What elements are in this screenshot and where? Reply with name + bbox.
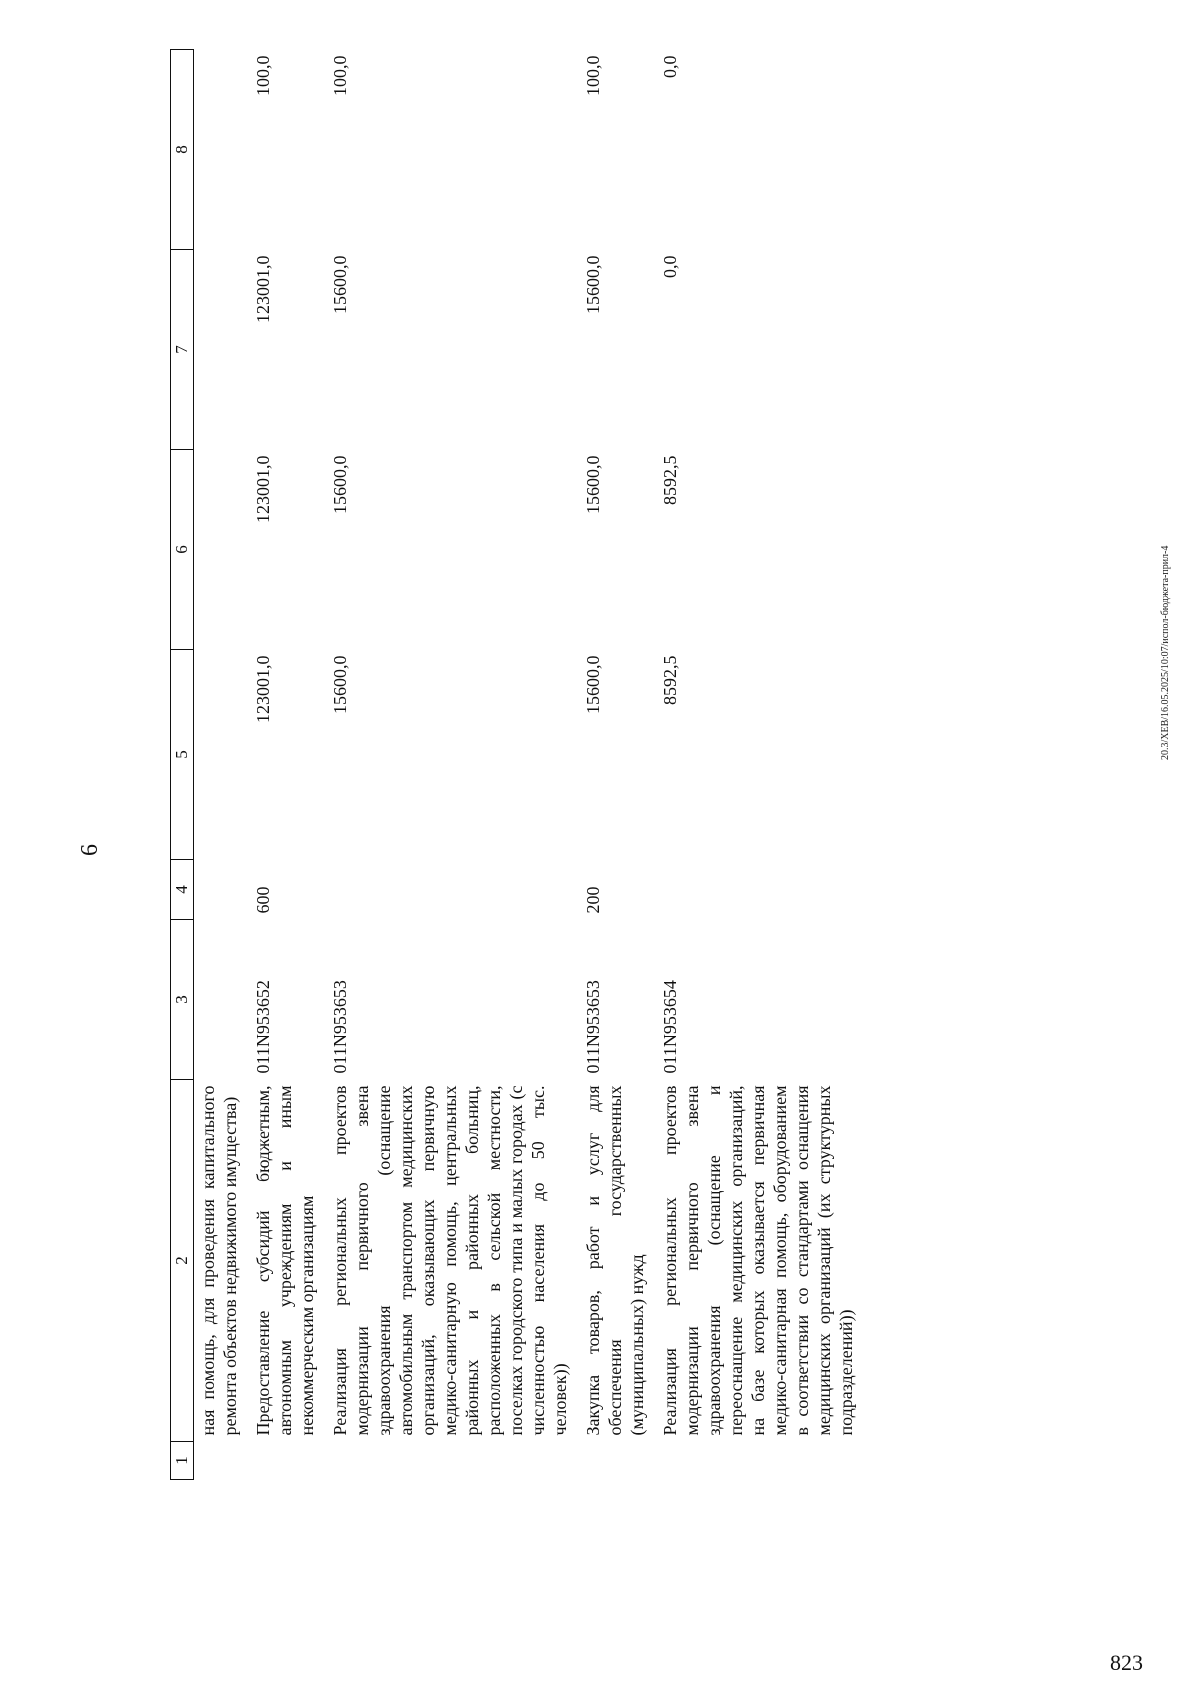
value-col8-cell: 100,0 — [583, 55, 603, 96]
column-header: 3 — [171, 920, 194, 1080]
column-header: 7 — [171, 250, 194, 450]
row-index-cell — [579, 1442, 656, 1480]
value-col7-cell: 123001,0 — [253, 255, 273, 323]
target-code-cell: 011N953654 — [660, 980, 680, 1074]
expense-type-cell — [194, 860, 250, 920]
column-header: 1 — [171, 1442, 194, 1480]
table-row — [326, 50, 579, 1480]
value-col8-cell: 0,0 — [660, 55, 680, 78]
table-row — [579, 50, 656, 1480]
value-col8-cell: 100,0 — [253, 55, 273, 96]
value-col5-cell: 123001,0 — [253, 655, 273, 723]
table-header-row — [171, 50, 194, 1480]
column-header: 5 — [171, 650, 194, 860]
column-header: 4 — [171, 860, 194, 920]
row-index-cell — [249, 1442, 326, 1480]
value-col5-cell — [194, 650, 250, 860]
column-header: 8 — [171, 50, 194, 250]
value-col6-cell: 8592,5 — [660, 455, 680, 505]
description-cell: Закупка товаров, работ и услуг для обеспечения государственных (муниципальных) нужд — [583, 1085, 647, 1436]
value-col7-cell: 15600,0 — [583, 255, 603, 314]
column-header: 6 — [171, 450, 194, 650]
value-col7-cell: 15600,0 — [330, 255, 350, 314]
target-code-cell: 011N953653 — [330, 980, 350, 1074]
description-cell: Реализация региональных проектов модернизации первичного звена здравоохранения (оснащение и переоснащение медицинских организаций, на базе которых оказывается первичная медико-санитарная помощь, оборудованием в соответствии со стандартами оснащения медицинских организаций (их структурных подразделений)) — [660, 1085, 856, 1436]
page-number: 6 — [77, 844, 103, 856]
table-row — [194, 50, 250, 1480]
row-index-cell — [194, 1442, 250, 1480]
value-col6-cell: 15600,0 — [583, 455, 603, 514]
expense-type-cell: 600 — [253, 886, 273, 914]
table-row — [249, 50, 326, 1480]
value-col6-cell: 123001,0 — [253, 455, 273, 523]
value-col5-cell: 8592,5 — [660, 655, 680, 705]
value-col5-cell: 15600,0 — [583, 655, 603, 714]
value-col8-cell: 100,0 — [330, 55, 350, 96]
budget-table — [170, 49, 865, 1480]
value-col6-cell — [194, 450, 250, 650]
expense-type-cell: 200 — [583, 886, 603, 914]
value-col8-cell — [194, 50, 250, 250]
target-code-cell — [194, 920, 250, 1080]
column-header: 2 — [171, 1080, 194, 1442]
description-cell: Реализация региональных проектов модернизации первичного звена здравоохранения (оснащение автомобильным транспортом медицинских организаций, оказывающих первичную медико-санитарную помощь, центральных районных и районных больниц, расположенных в сельской местности, поселках городского типа и малых городах (с численностью населения до 50 тыс. человек)) — [330, 1085, 570, 1436]
sheet-number: 823 — [1110, 1650, 1143, 1675]
expense-type-cell — [656, 860, 865, 920]
description-cell: Предоставление субсидий бюджетным, автономным учреждениям и иным некоммерческим организациям — [253, 1085, 317, 1436]
table-row — [656, 50, 865, 1480]
row-index-cell — [656, 1442, 865, 1480]
value-col5-cell: 15600,0 — [330, 655, 350, 714]
target-code-cell: 011N953652 — [253, 980, 273, 1074]
row-index-cell — [326, 1442, 579, 1480]
document-footer-code: 20.3/XEB/16.05.2025/10:07/испол-бюджета-прил-4 — [1160, 545, 1171, 760]
description-cell: ная помощь, для проведения капитального ремонта объектов недвижимого имущества) — [198, 1085, 240, 1436]
value-col7-cell — [194, 250, 250, 450]
expense-type-cell — [326, 860, 579, 920]
target-code-cell: 011N953653 — [583, 980, 603, 1074]
value-col6-cell: 15600,0 — [330, 455, 350, 514]
value-col7-cell: 0,0 — [660, 255, 680, 278]
rotated-table-frame — [170, 50, 860, 1480]
